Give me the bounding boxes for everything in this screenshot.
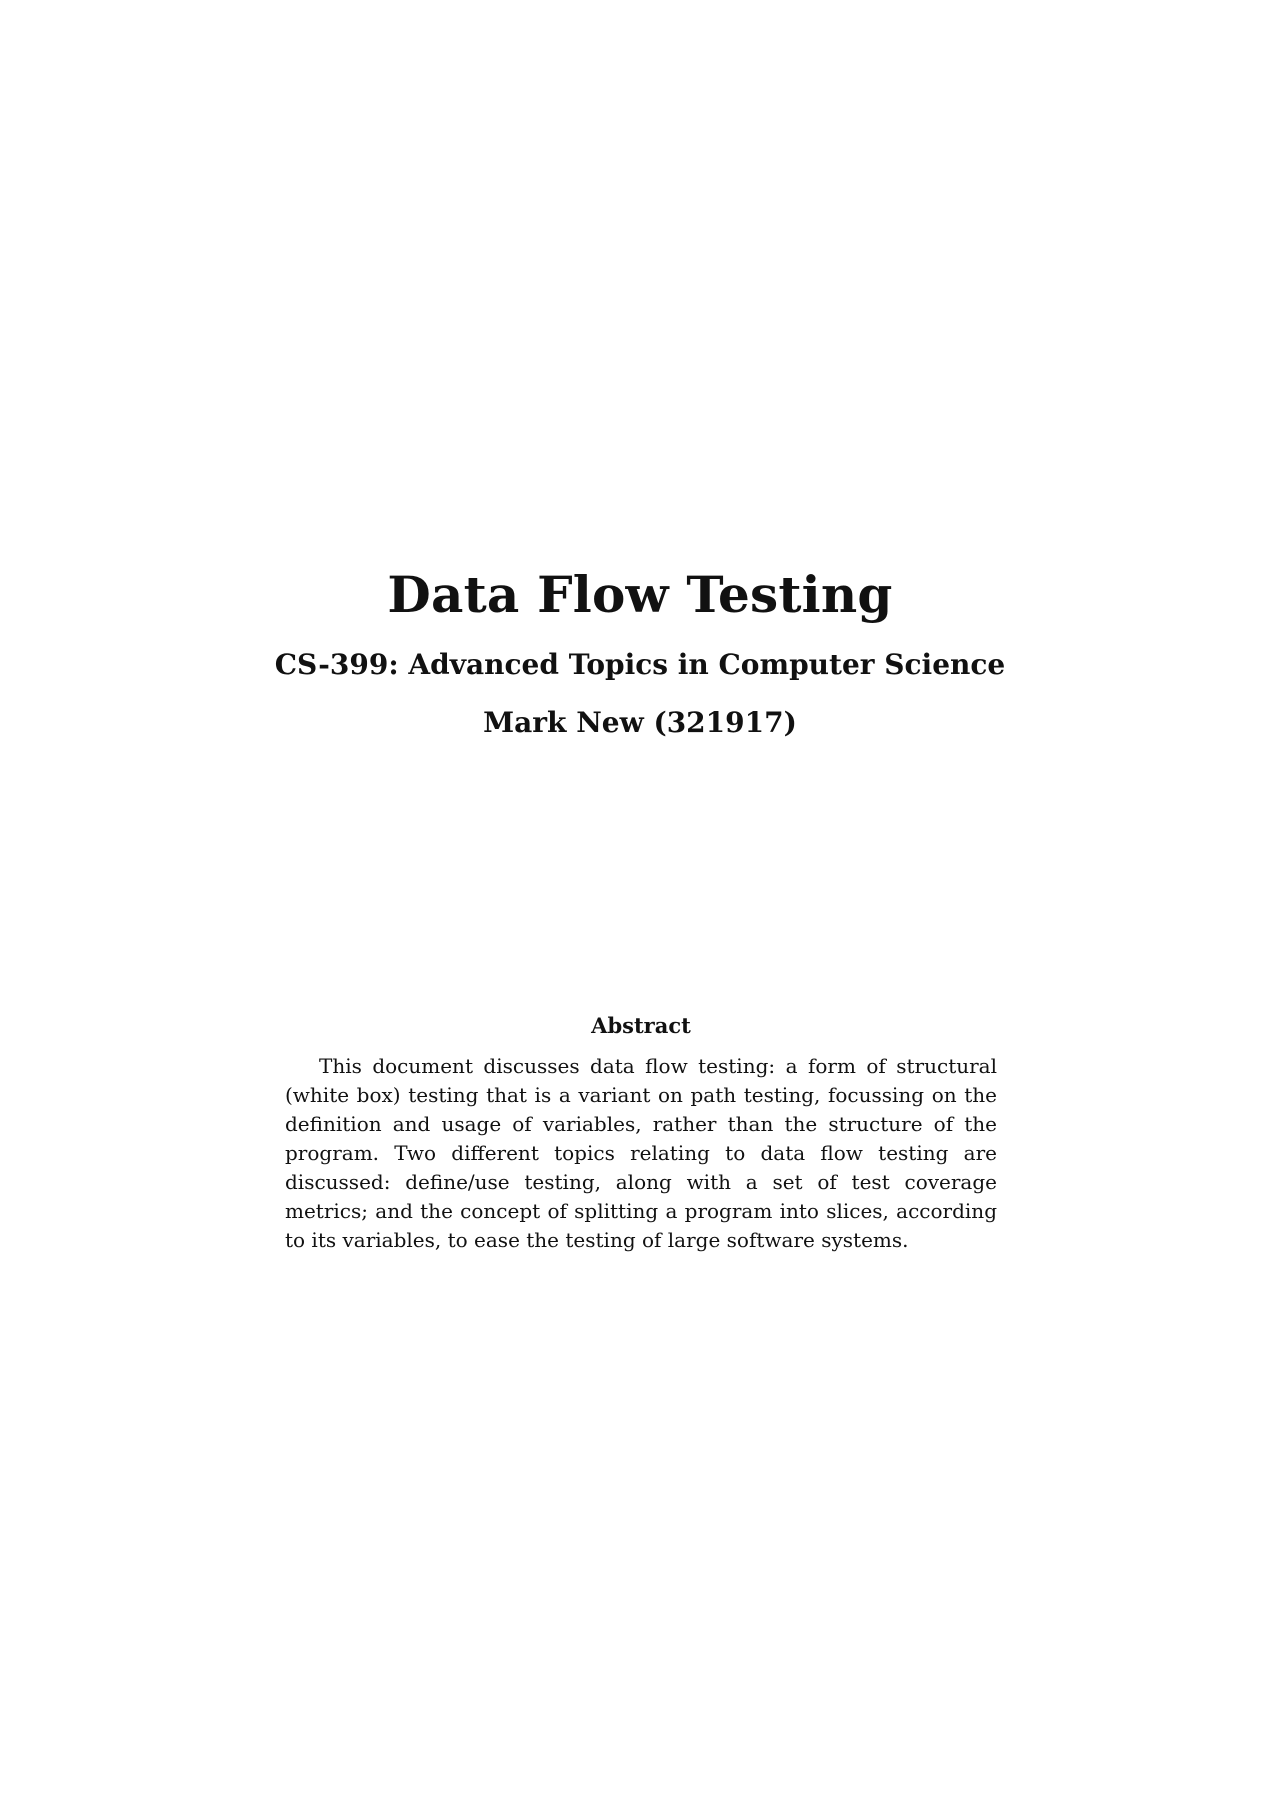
course-name: CS-399: Advanced Topics in Computer Science: [274, 648, 1006, 681]
abstract-heading: Abstract: [591, 1013, 691, 1038]
title-block: [0, 560, 1280, 748]
author-name: Mark New (321917): [483, 706, 797, 739]
abstract-body: This document discusses data flow testing: a form of structural (white box) testing that is a variant on path testing, focussing on the definition and usage of variables, rather than the structure of the program. Two different topics relating to data flow testing are discussed: define/use testing, along with a set of test coverage metrics; and the concept of splitting a program into slices, according to its variables, to ease the testing of large software systems.: [285, 1054, 997, 1252]
document-title: Data Flow Testing: [387, 565, 893, 624]
abstract-section: [285, 1010, 997, 1255]
